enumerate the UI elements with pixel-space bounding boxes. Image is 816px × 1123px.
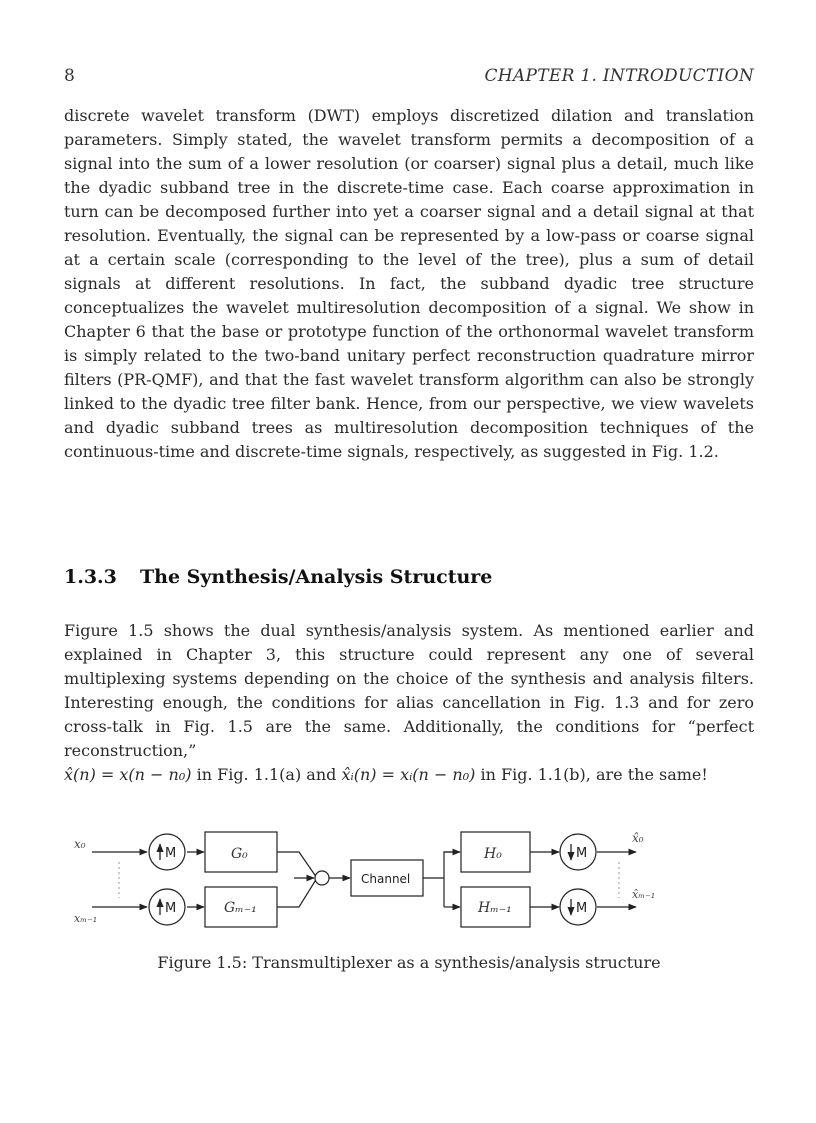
channel-label: Channel bbox=[361, 872, 411, 886]
section-number: 1.3.3 bbox=[64, 566, 117, 588]
upsampler-top bbox=[149, 834, 185, 870]
figure-caption: Figure 1.5: Transmultiplexer as a synthesis/analysis structure bbox=[157, 953, 661, 972]
page-number: 8 bbox=[64, 66, 75, 86]
equation-reconstruction-branch: x̂ᵢ(n) = xᵢ(n − n₀) bbox=[341, 765, 476, 784]
summing-junction bbox=[315, 871, 329, 885]
downsampler-label: M bbox=[576, 846, 588, 861]
chapter-title: CHAPTER 1. INTRODUCTION bbox=[484, 66, 754, 86]
filter-g0-label: G₀ bbox=[231, 846, 248, 862]
paragraph-text: Figure 1.5 shows the dual synthesis/analysis system. As mentioned earlier and explained in Chapter 3, this structure could represent any one of several multiplexing systems depending on the choice of the synthesis and analysis filters. Interesting enough, the conditions for alias cancellation in Fig. 1.3 and for zero cross-talk in Fig. 1.5 are the same. Additionally, the conditions for “perfect reconstruction,” bbox=[64, 621, 754, 760]
downsampler-top bbox=[560, 834, 596, 870]
section-title: The Synthesis/Analysis Structure bbox=[140, 566, 493, 588]
transmultiplexer-diagram bbox=[64, 820, 754, 935]
filter-h0-label: H₀ bbox=[484, 846, 502, 862]
upsampler-bottom bbox=[149, 889, 185, 925]
upsampler-label: M bbox=[165, 846, 177, 861]
output-label-xm-1: x̂ₘ₋₁ bbox=[632, 888, 656, 901]
paragraph-synthesis bbox=[64, 619, 754, 787]
input-label-xm-1: xₘ₋₁ bbox=[74, 912, 98, 925]
paragraph-wavelet: discrete wavelet transform (DWT) employs discretized dilation and translation parameters. Simply stated, the wavelet transform permits a decomposition of a signal into the sum of a lower resolution (or coarser) signal plus a detail, much like the dyadic subband tree in the discrete-time case. Each coarse approximation in turn can be decomposed further into yet a coarser signal and a detail signal at that resolution. Eventually, the signal can be represented by a low-pass or coarse signal at a certain scale (corresponding to the level of the tree), plus a sum of detail signals at different resolutions. In fact, the subband dyadic tree structure conceptualizes the wavelet multiresolution decomposition of a signal. We show in Chapter 6 that the base or prototype function of the orthonormal wavelet transform is simply related to the two-band unitary perfect reconstruction quadrature mirror filters (PR-QMF), and that the fast wavelet transform algorithm can also be strongly linked to the dyadic tree filter bank. Hence, from our perspective, we view wavelets and dyadic subband trees as multiresolution decomposition techniques of the continuous-time and discrete-time signals, respectively, as suggested in Fig. 1.2. bbox=[64, 106, 754, 461]
paragraph-end: in Fig. 1.1(b), are the same! bbox=[475, 765, 708, 784]
section-heading bbox=[64, 566, 492, 588]
downsampler-bottom bbox=[560, 889, 596, 925]
output-label-x0: x̂₀ bbox=[632, 831, 644, 845]
filter-gm-1-label: Gₘ₋₁ bbox=[224, 900, 257, 916]
filter-hm-1-label: Hₘ₋₁ bbox=[478, 900, 512, 916]
input-label-x0: x₀ bbox=[74, 837, 86, 851]
downsampler-label: M bbox=[576, 901, 588, 916]
upsampler-label: M bbox=[165, 901, 177, 916]
paragraph-mid: in Fig. 1.1(a) and bbox=[191, 765, 342, 784]
equation-reconstruction: x̂(n) = x(n − n₀) bbox=[64, 765, 192, 784]
